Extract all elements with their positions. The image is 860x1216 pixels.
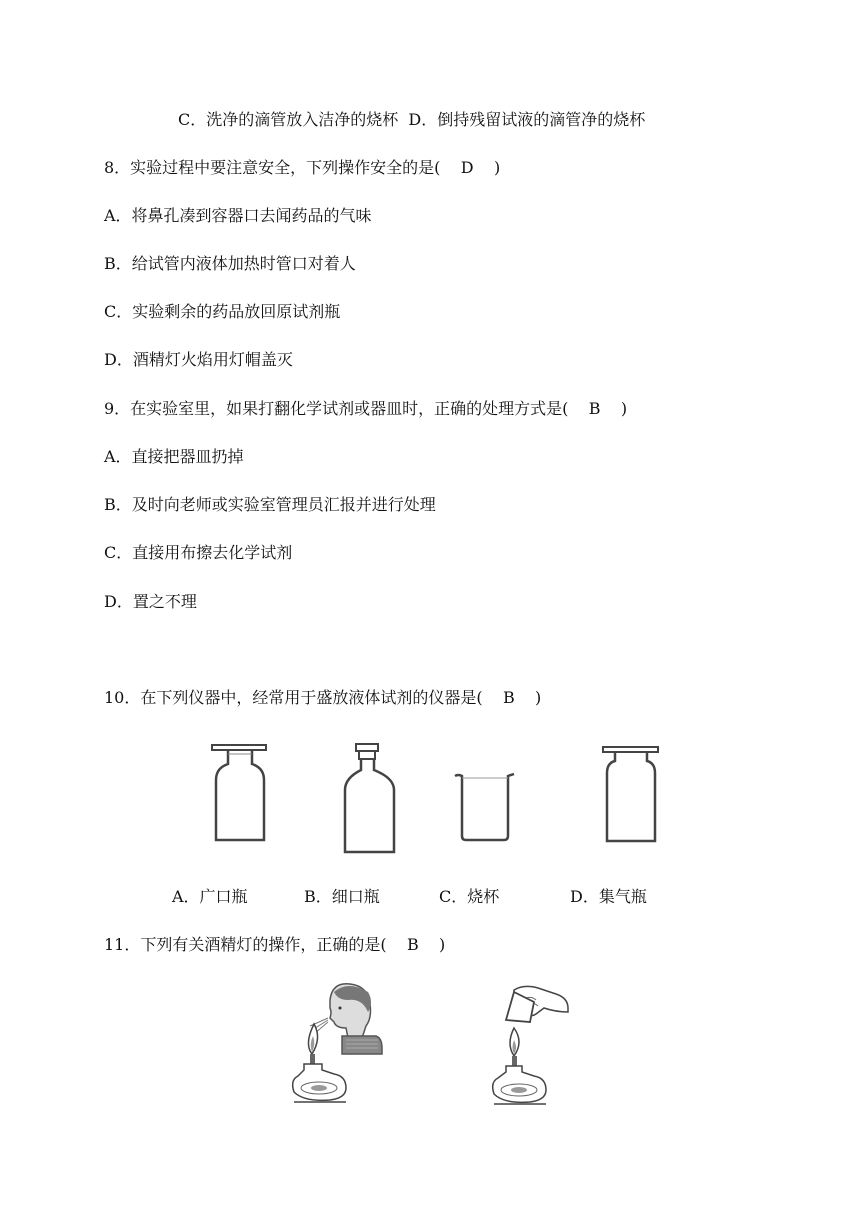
q9-option-a: A．直接把器皿扔掉 <box>104 447 244 466</box>
gas-jar-figure <box>601 745 663 845</box>
question-11: 11．下列有关酒精灯的操作，正确的是( B ) <box>104 935 446 954</box>
narrow-mouth-bottle-figure <box>340 742 400 856</box>
q9-option-b: B．及时向老师或实验室管理员汇报并进行处理 <box>104 495 436 514</box>
blowing-out-lamp-figure <box>288 978 384 1108</box>
wide-mouth-bottle-figure <box>210 742 270 844</box>
q10-option-c: C．烧杯 <box>439 887 500 906</box>
q10-option-d: D．集气瓶 <box>570 887 647 906</box>
question-9: 9．在实验室里，如果打翻化学试剂或器皿时，正确的处理方式是( B ) <box>104 399 628 418</box>
q7-options-cd: C．洗净的滴管放入洁净的烧杯 D．倒持残留试液的滴管净的烧杯 <box>178 110 646 129</box>
q10-option-a: A．广口瓶 <box>172 887 248 906</box>
q8-option-a: A．将鼻孔凑到容器口去闻药品的气味 <box>104 206 372 225</box>
q9-option-d: D．置之不理 <box>104 592 197 611</box>
q10-option-b: B．细口瓶 <box>304 887 380 906</box>
question-8: 8．实验过程中要注意安全，下列操作安全的是( D ) <box>104 158 501 177</box>
q8-option-b: B．给试管内液体加热时管口对着人 <box>104 254 356 273</box>
beaker-figure <box>452 770 518 842</box>
cap-on-lamp-figure <box>484 984 574 1110</box>
q8-option-d: D．酒精灯火焰用灯帽盖灭 <box>104 350 293 369</box>
question-10: 10．在下列仪器中，经常用于盛放液体试剂的仪器是( B ) <box>104 688 542 707</box>
q9-option-c: C．直接用布擦去化学试剂 <box>104 543 293 562</box>
q8-option-c: C．实验剩余的药品放回原试剂瓶 <box>104 302 341 321</box>
